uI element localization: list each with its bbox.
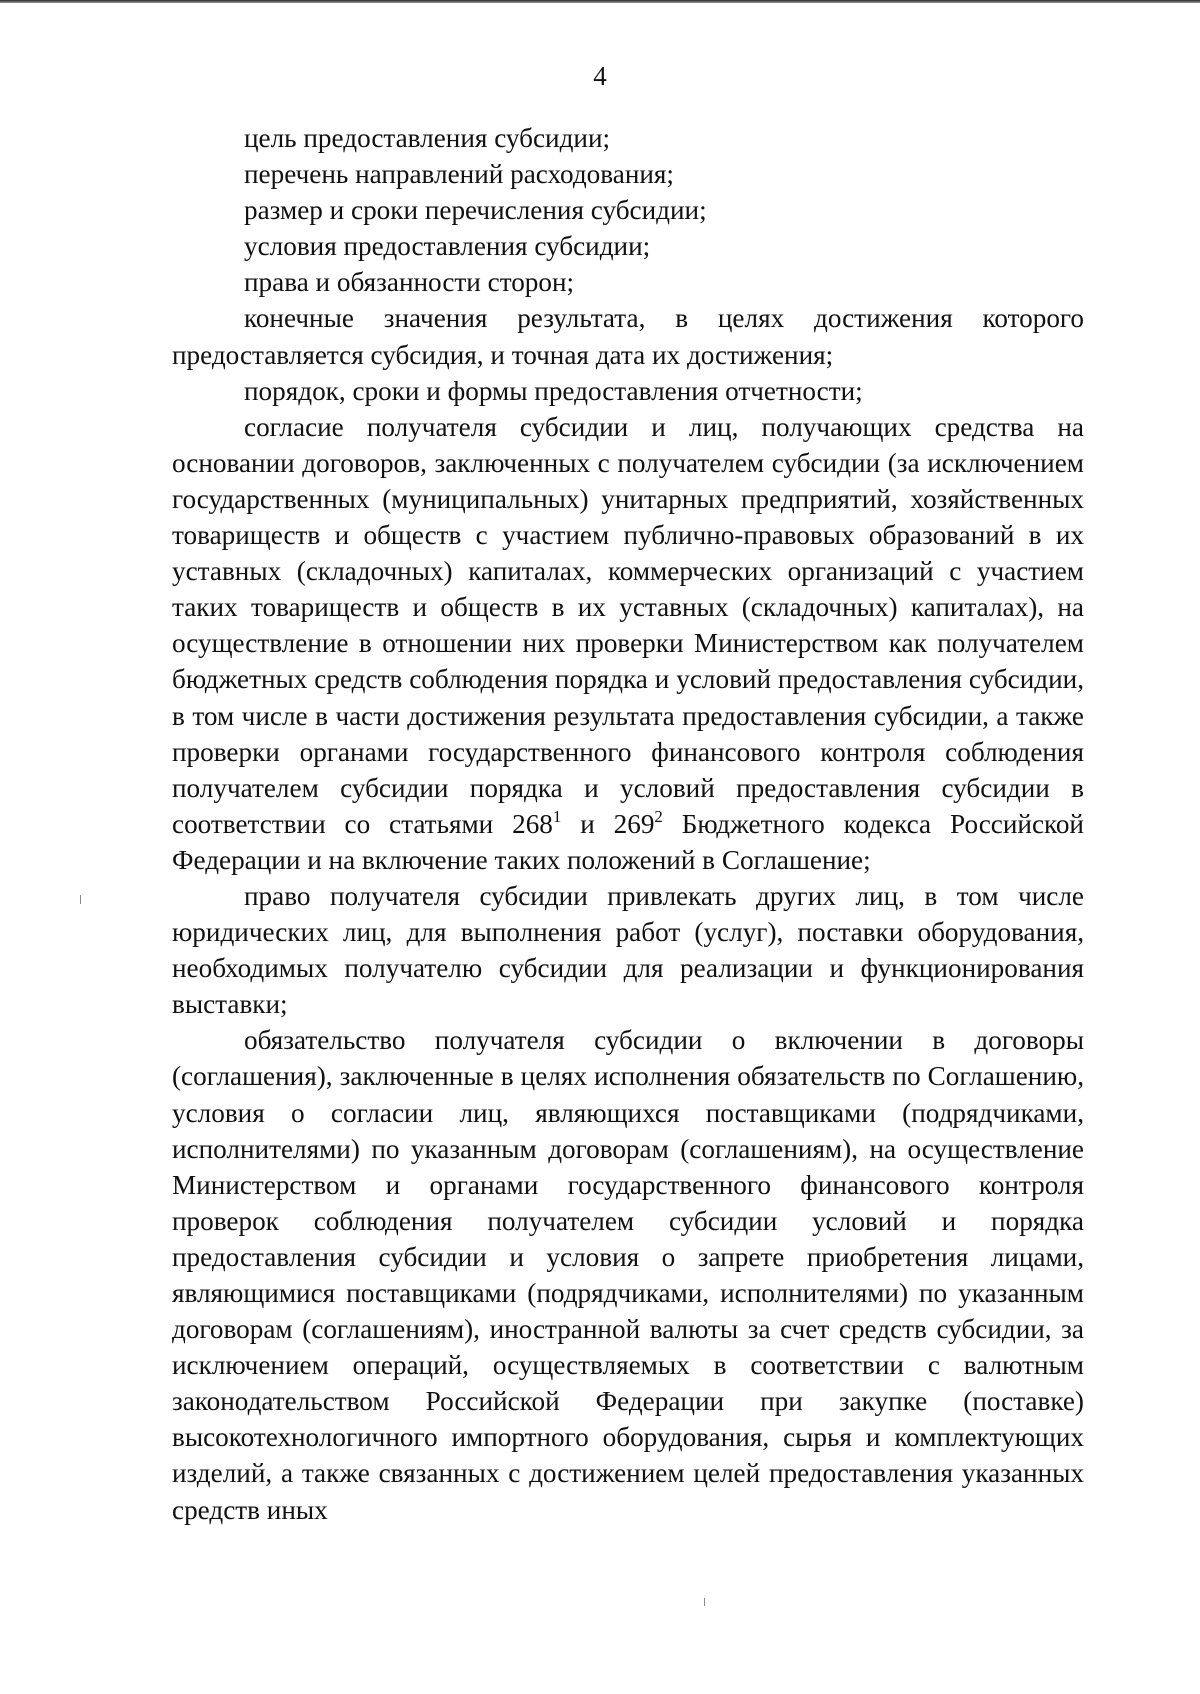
scan-speck: [80, 895, 81, 904]
list-item-reporting: порядок, сроки и формы предоставления отчетности;: [244, 375, 863, 406]
consent-text-part-1: согласие получателя субсидии и лиц, получающих средства на основании договоров, заключенных с получателем субсидии (за исключением государственных (муниципальных) унитарных предприятий, хозяйственных товариществ и обществ с участием публично-правовых образований в их уставных (складочных) капиталах, коммерческих организаций с участием таких товариществ и обществ в их уставных (складочных) капиталах), на осуществление в отношении них проверки Министерством как получателем бюджетных средств соблюдения порядка и условий предоставления субсидии, в том числе в части достижения результата предоставления субсидии, а также проверки органами государственного финансового контроля соблюдения получателем субсидии порядка и условий предоставления субсидии в соответствии со статьями 268: [172, 411, 1084, 839]
list-item-expense-directions: перечень направлений расходования;: [244, 159, 674, 190]
list-item-right-to-engage: право получателя субсидии привлекать других лиц, в том числе юридических лиц, для выполнения работ (услуг), поставки оборудования, необходимых получателю субсидии для реализации и функционирования выставки;: [172, 880, 1084, 1020]
list-item-conditions: условия предоставления субсидии;: [244, 231, 651, 262]
document-body: [172, 120, 1084, 1528]
page-number: 4: [593, 61, 607, 91]
list-item-obligation: обязательство получателя субсидии о включении в договоры (соглашения), заключенные в целях исполнения обязательств по Соглашению, условия о согласии лиц, являющихся поставщиками (подрядчиками, исполнителями) по указанным договорам (соглашениям), на осуществление Министерством и органами государственного финансового контроля проверок соблюдения получателем субсидии условий и порядка предоставления субсидии и условия о запрете приобретения лицами, являющимися поставщиками (подрядчиками, исполнителями) по указанным договорам (соглашениям), иностранной валюты за счет средств субсидии, за исключением операций, осуществляемых в соответствии с валютным законодательством Российской Федерации при закупке (поставке) высокотехнологичного импортного оборудования, сырья и комплектующих изделий, а также связанных с достижением целей предоставления указанных средств иных: [172, 1025, 1084, 1525]
scan-speck: [704, 1598, 705, 1606]
footnote-superscript-2: 2: [654, 806, 663, 826]
list-item-amount-and-terms: размер и сроки перечисления субсидии;: [244, 195, 707, 226]
consent-text-part-3: Бюджетного кодекса Российской Федерации и на включение таких положений в Соглашение;: [172, 808, 1084, 875]
footnote-superscript-1: 1: [552, 806, 562, 826]
list-item-result-values: конечные значения результата, в целях достижения которого предоставляется субсидия, и точная дата их достижения;: [172, 303, 1084, 370]
list-item-purpose: цель предоставления субсидии;: [244, 123, 611, 153]
consent-text-part-2: и 269: [561, 808, 655, 839]
scan-top-edge: [0, 0, 1200, 3]
list-item-consent-to-audit: [172, 409, 1084, 878]
list-item-rights-and-duties: права и обязанности сторон;: [244, 267, 575, 298]
